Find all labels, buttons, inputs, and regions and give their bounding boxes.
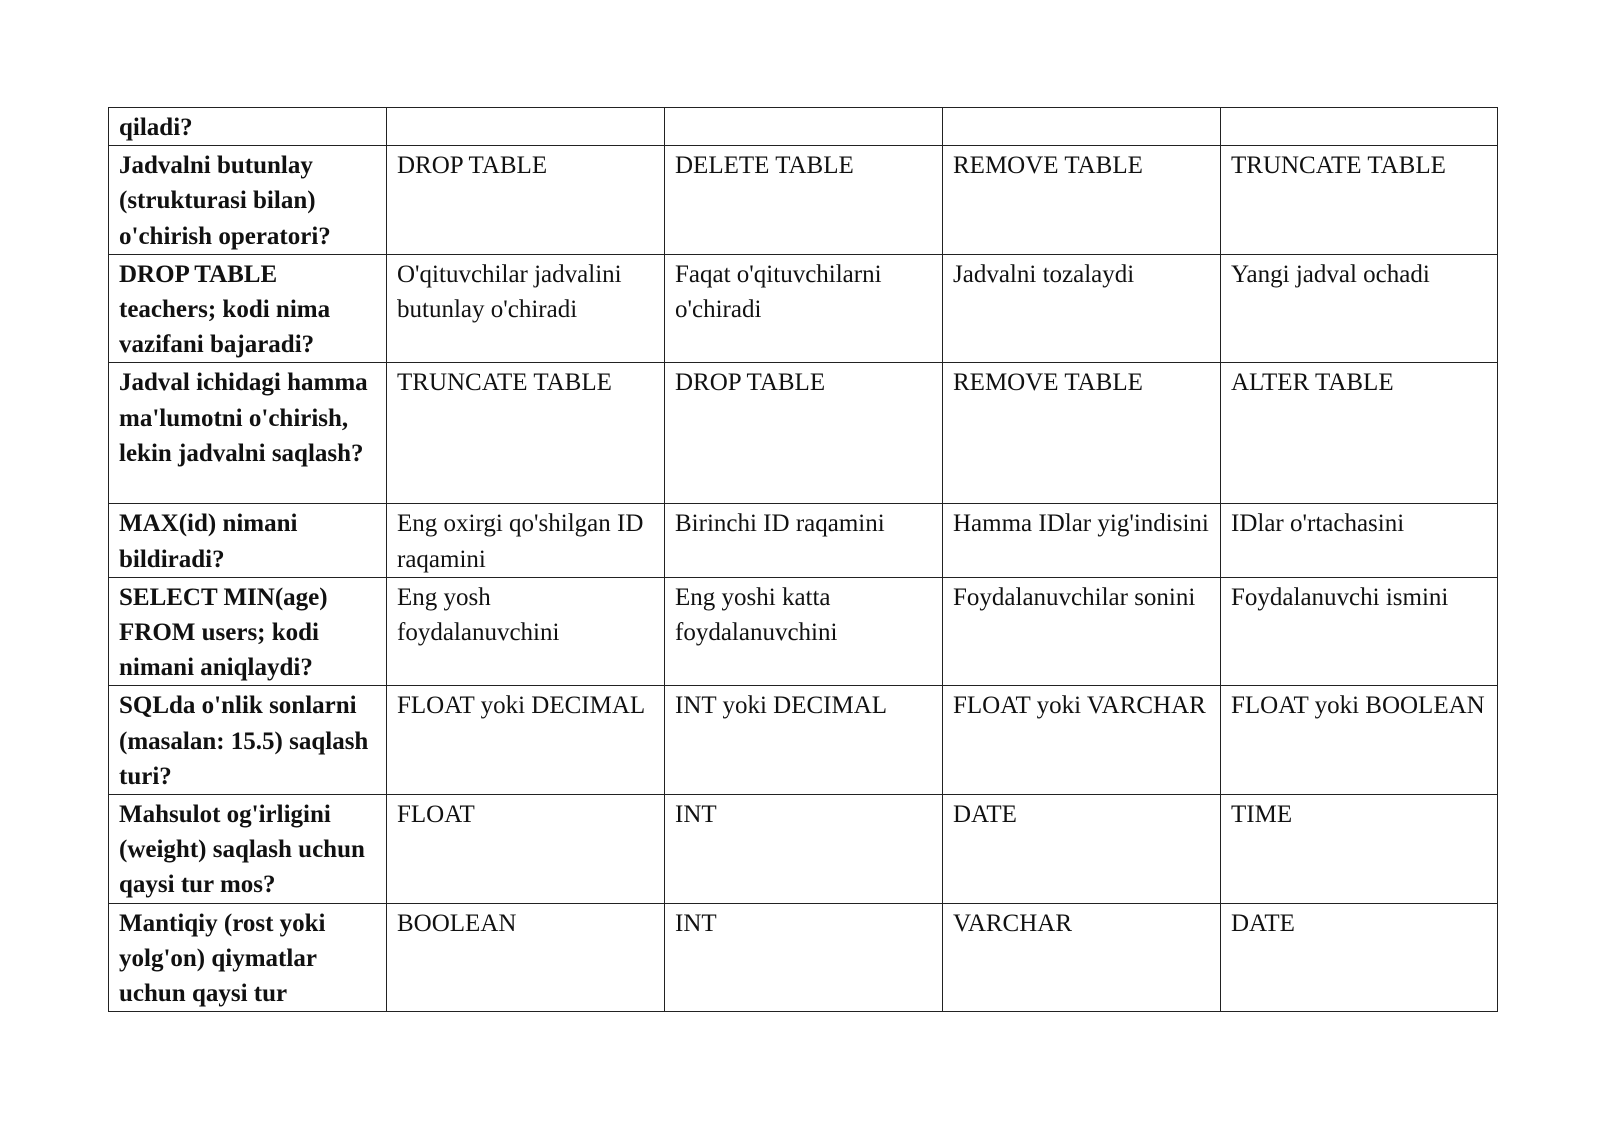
table-row — [109, 577, 1498, 686]
option-cell: Hamma IDlar yig'indisini — [943, 504, 1221, 577]
option-cell — [387, 108, 665, 146]
table-row — [109, 108, 1498, 146]
table-row — [109, 795, 1498, 904]
option-cell: DATE — [943, 795, 1221, 904]
question-cell: SELECT MIN(age) FROM users; kodi nimani aniqlaydi? — [109, 577, 387, 686]
option-cell: TRUNCATE TABLE — [1221, 146, 1498, 255]
table-row — [109, 254, 1498, 363]
question-cell: SQLda o'nlik sonlarni (masalan: 15.5) saqlash turi? — [109, 686, 387, 795]
option-cell: Foydalanuvchi ismini — [1221, 577, 1498, 686]
option-cell — [943, 108, 1221, 146]
option-cell: Eng yosh foydalanuvchini — [387, 577, 665, 686]
option-cell: INT — [665, 903, 943, 1012]
option-cell: REMOVE TABLE — [943, 363, 1221, 504]
question-cell: Mantiqiy (rost yoki yolg'on) qiymatlar uchun qaysi tur — [109, 903, 387, 1012]
question-cell: DROP TABLE teachers; kodi nima vazifani bajaradi? — [109, 254, 387, 363]
option-cell: FLOAT yoki BOOLEAN — [1221, 686, 1498, 795]
option-cell: DROP TABLE — [665, 363, 943, 504]
option-cell: FLOAT yoki DECIMAL — [387, 686, 665, 795]
table-row — [109, 686, 1498, 795]
question-cell: MAX(id) nimani bildiradi? — [109, 504, 387, 577]
table-row — [109, 363, 1498, 504]
option-cell: DELETE TABLE — [665, 146, 943, 255]
option-cell: DATE — [1221, 903, 1498, 1012]
option-cell: FLOAT — [387, 795, 665, 904]
option-cell — [1221, 108, 1498, 146]
option-cell: Eng yoshi katta foydalanuvchini — [665, 577, 943, 686]
option-cell: Foydalanuvchilar sonini — [943, 577, 1221, 686]
option-cell: FLOAT yoki VARCHAR — [943, 686, 1221, 795]
option-cell: O'qituvchilar jadvalini butunlay o'chiradi — [387, 254, 665, 363]
option-cell: Eng oxirgi qo'shilgan ID raqamini — [387, 504, 665, 577]
option-cell: Faqat o'qituvchilarni o'chiradi — [665, 254, 943, 363]
option-cell: REMOVE TABLE — [943, 146, 1221, 255]
question-cell: Jadvalni butunlay (strukturasi bilan) o'chirish operatori? — [109, 146, 387, 255]
option-cell: IDlar o'rtachasini — [1221, 504, 1498, 577]
option-cell: INT — [665, 795, 943, 904]
question-cell: Mahsulot og'irligini (weight) saqlash uchun qaysi tur mos? — [109, 795, 387, 904]
option-cell: DROP TABLE — [387, 146, 665, 255]
quiz-table — [108, 107, 1498, 1012]
option-cell: Jadvalni tozalaydi — [943, 254, 1221, 363]
table-row — [109, 504, 1498, 577]
option-cell: BOOLEAN — [387, 903, 665, 1012]
option-cell: Yangi jadval ochadi — [1221, 254, 1498, 363]
table-row — [109, 146, 1498, 255]
option-cell: TIME — [1221, 795, 1498, 904]
option-cell: VARCHAR — [943, 903, 1221, 1012]
option-cell: Birinchi ID raqamini — [665, 504, 943, 577]
table-row — [109, 903, 1498, 1012]
option-cell: TRUNCATE TABLE — [387, 363, 665, 504]
option-cell: ALTER TABLE — [1221, 363, 1498, 504]
option-cell: INT yoki DECIMAL — [665, 686, 943, 795]
question-cell: Jadval ichidagi hamma ma'lumotni o'chirish, lekin jadvalni saqlash? — [109, 363, 387, 504]
question-cell: qiladi? — [109, 108, 387, 146]
option-cell — [665, 108, 943, 146]
